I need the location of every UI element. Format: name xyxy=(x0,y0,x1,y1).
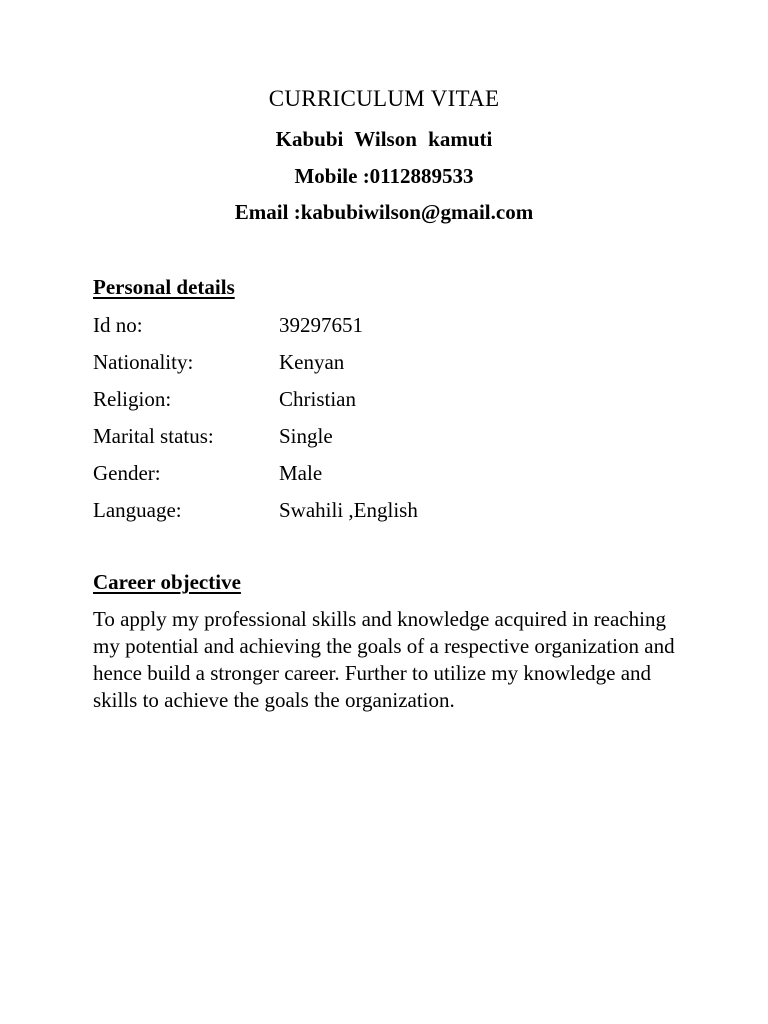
detail-label: Nationality: xyxy=(93,350,194,374)
detail-label: Gender: xyxy=(93,461,161,485)
last-name: kamuti xyxy=(428,127,493,151)
document-title: CURRICULUM VITAE xyxy=(268,86,500,111)
detail-label: Id no: xyxy=(93,313,143,337)
detail-value: Single xyxy=(279,424,333,448)
candidate-name xyxy=(0,127,768,152)
email-line: Email :kabubiwilson@gmail.com xyxy=(234,200,534,224)
middle-name: Wilson xyxy=(354,127,417,151)
detail-value: Kenyan xyxy=(279,350,345,374)
detail-row-gender xyxy=(93,460,693,497)
detail-label: Marital status: xyxy=(93,424,214,448)
mobile-line: Mobile :0112889533 xyxy=(294,164,474,188)
detail-value: Swahili ,English xyxy=(279,498,418,522)
detail-label: Religion: xyxy=(93,387,172,411)
detail-row-religion xyxy=(93,386,693,423)
detail-row-nationality xyxy=(93,349,693,386)
detail-row-id xyxy=(93,312,693,349)
detail-row-language xyxy=(93,497,693,534)
first-name: Kabubi xyxy=(275,127,344,151)
personal-details-list xyxy=(93,312,693,534)
detail-value: Male xyxy=(279,461,323,485)
detail-value: 39297651 xyxy=(279,313,363,337)
detail-row-marital-status xyxy=(93,423,693,460)
personal-details-heading: Personal details xyxy=(93,275,235,299)
career-objective-heading: Career objective xyxy=(93,570,241,594)
career-objective-text: To apply my professional skills and knowledge acquired in reaching my potential and achieving the goals of a respective organization and hence build a stronger career. Further to utilize my knowledge and skills to achieve the goals the organization. xyxy=(93,607,675,712)
detail-value: Christian xyxy=(279,387,356,411)
detail-label: Language: xyxy=(93,498,182,522)
